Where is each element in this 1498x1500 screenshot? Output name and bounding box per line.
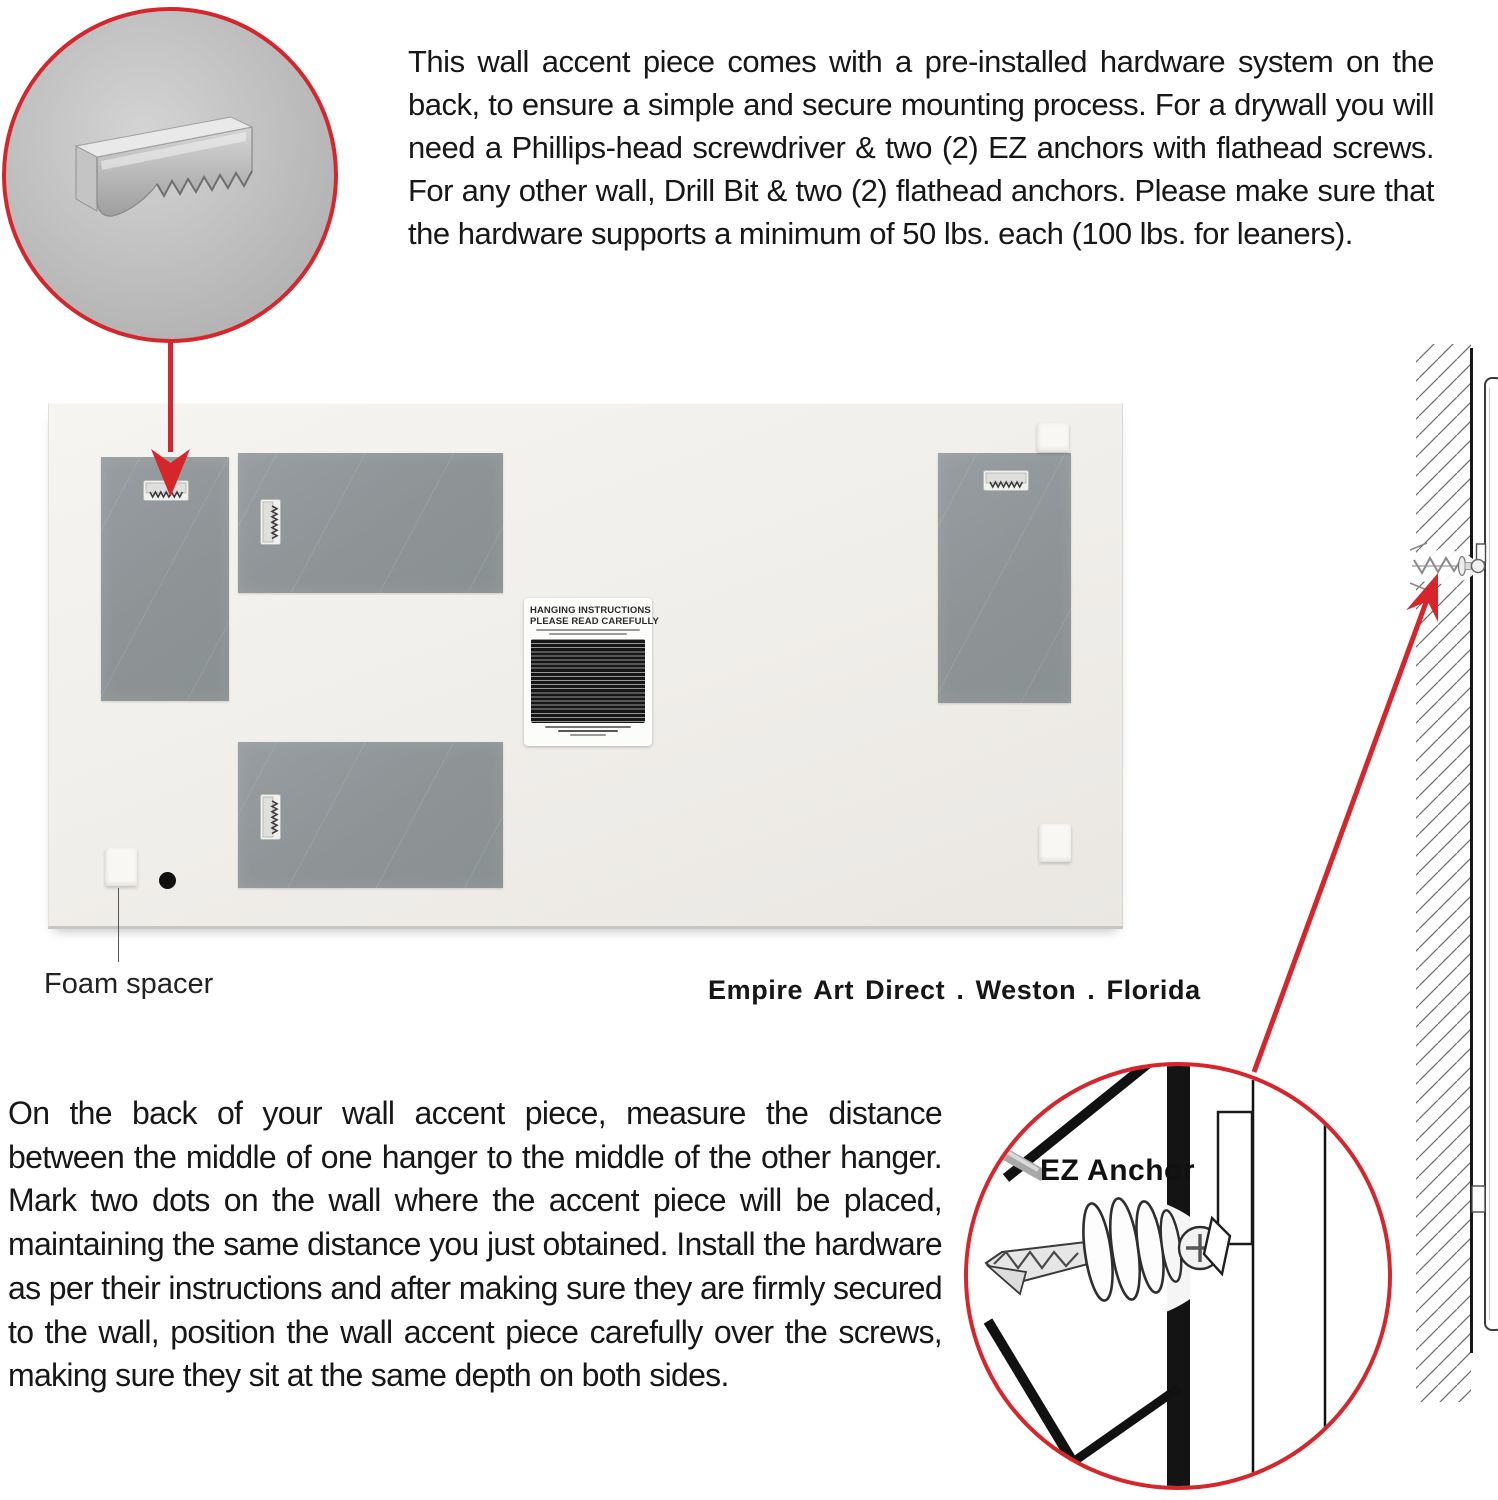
label-title-line1: HANGING INSTRUCTIONS	[530, 605, 651, 616]
mounting-plate-bottom-middle	[238, 742, 503, 888]
wall-cross-section-diagram	[1400, 340, 1498, 1500]
label-footer-line	[570, 734, 606, 736]
sawtooth-hanger-icon	[260, 794, 281, 840]
accent-piece-profile	[1485, 378, 1498, 1330]
instructions-paragraph: On the back of your wall accent piece, measure the distance between the middle of one hanger to the middle of the other hanger. Mark two dots on the wall where the accent piece will be placed, maintaining the same distance you just obtained. Install the hardware as per their instructions and after making sure they are firmly secured to the wall, position the wall accent piece carefully over the screws, making sure they sit at the same depth on both sides.	[8, 1095, 942, 1394]
panel-back	[48, 403, 1123, 926]
mounting-plate-right	[938, 453, 1071, 703]
foam-spacer-pad	[105, 848, 137, 886]
label-fine-print-line	[536, 629, 640, 631]
label-title-line2: PLEASE READ CAREFULLY	[530, 616, 659, 627]
foam-spacer-pad	[1039, 824, 1071, 862]
mounting-plate-left	[101, 457, 229, 701]
ez-anchor-illustration	[968, 1066, 1388, 1486]
hanger-zoom-circle	[2, 7, 338, 343]
brand-line: Empire Art Direct . Weston . Florida	[708, 975, 1201, 1005]
label-footer-line	[558, 730, 618, 732]
foam-spacer-label: Foam spacer	[44, 968, 214, 1000]
pointer-dot	[159, 872, 176, 889]
label-dense-text-block	[531, 639, 645, 723]
ez-anchor-label: EZ Anchor	[1040, 1154, 1196, 1187]
label-fine-print-line	[549, 633, 627, 635]
label-footer-line	[545, 726, 631, 728]
hanger-bracket-profile	[1472, 1186, 1485, 1212]
wall-hatching	[1416, 344, 1471, 1402]
pointer-line	[118, 888, 119, 962]
intro-paragraph: This wall accent piece comes with a pre-installed hardware system on the back, to ensure a simple and secure mounting process. For a drywall you will need a Phillips-head screwdriver & two (2) EZ anchors with flathead screws. For any other wall, Drill Bit & two (2) flathead anchors. Please make sure that the hardware supports a minimum of 50 lbs. each (100 lbs. for leaners).	[408, 44, 1434, 251]
ez-anchor-zoom-circle	[964, 1062, 1392, 1490]
hanging-instructions-label	[524, 598, 659, 746]
sawtooth-hanger-icon	[260, 499, 281, 545]
sawtooth-hanger-icon	[143, 480, 189, 501]
sawtooth-hanger-icon	[983, 470, 1029, 491]
sawtooth-hanger-illustration	[6, 11, 334, 339]
mounting-plate-top-middle	[238, 453, 503, 593]
foam-spacer-pad	[1037, 423, 1069, 452]
